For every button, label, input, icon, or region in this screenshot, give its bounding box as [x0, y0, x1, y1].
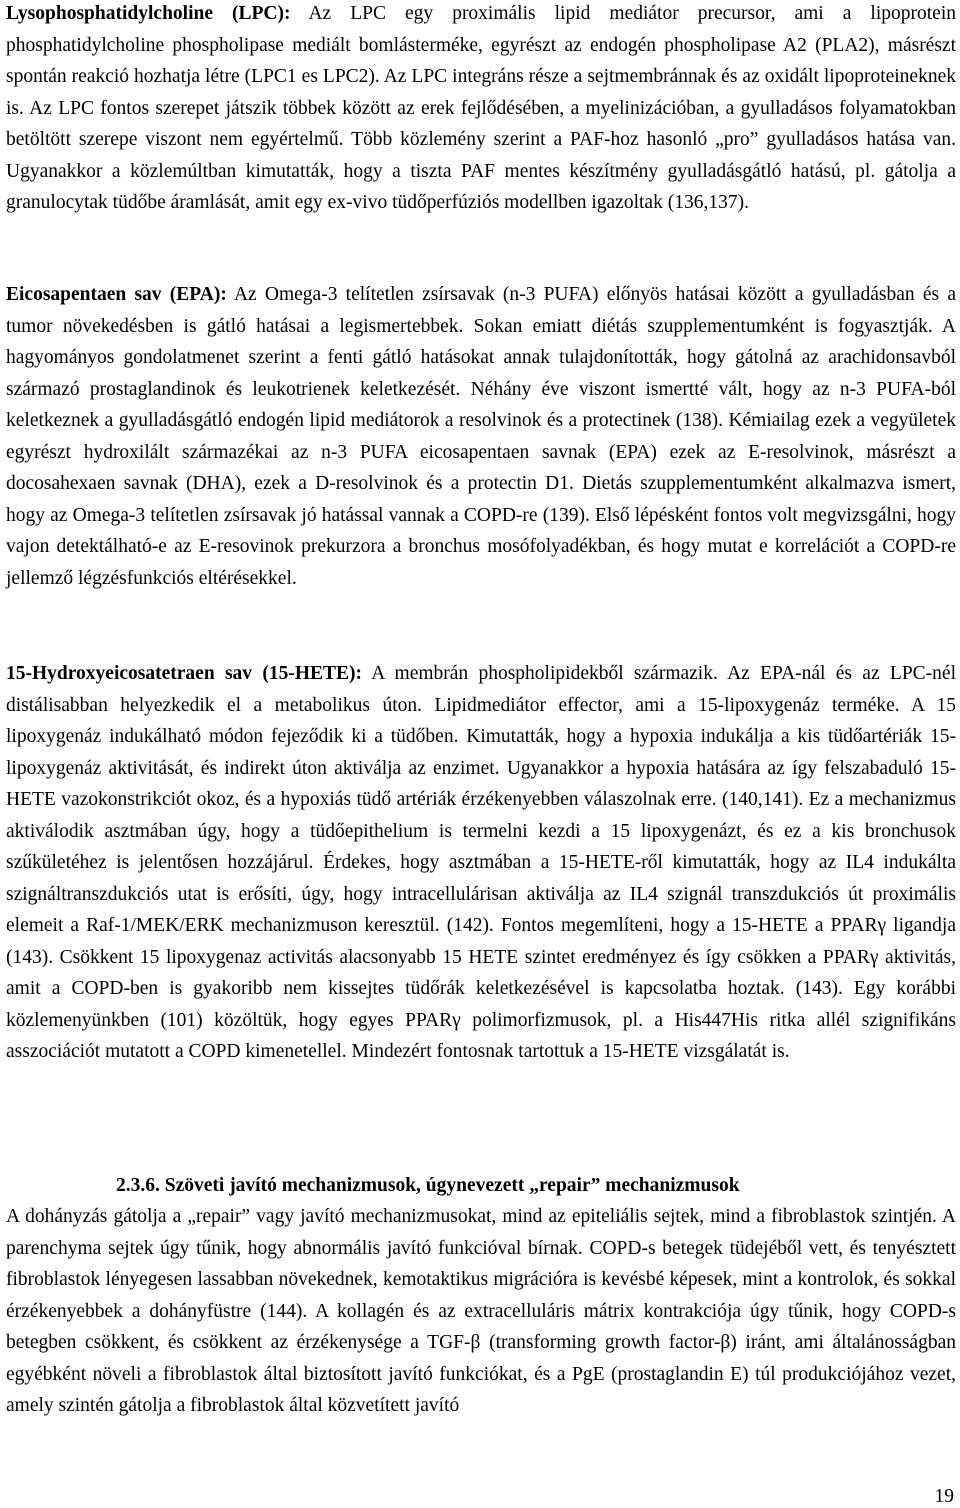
paragraph-lead: 15-Hydroxyeicosatetraen sav (15-HETE): [6, 663, 363, 684]
paragraph-lpc [6, 0, 956, 219]
paragraph-epa [6, 279, 956, 594]
page-number: 19 [934, 1486, 954, 1507]
paragraph-lead: Eicosapentaen sav (EPA): [6, 284, 227, 305]
paragraph-lead: Lysophosphatidylcholine (LPC): [6, 3, 291, 24]
section-paragraph: A dohányzás gátolja a „repair” vagy javító mechanizmusokat, mind az epiteliális sejtek, mind a fibroblastok szintjén. A parenchyma sejtek úgy tűnik, hogy abnormális javító funkcióval bírnak. COPD-s betegek tüdejéből vett, és tenyésztett fibroblastok lényegesen lassabban növekednek, kemotaktikus migrációra is kevésbé képesek, mint a kontrolok, és sokkal érzékenyebbek a dohányfüstre (144). A kollagén és az extracelluláris mátrix kontrakciója úgy tűnik, hogy COPD-s betegben csökkent, és csökkent az érzékenysége a TGF-β (transforming growth factor-β) iránt, ami általánosságban egyébként növeli a fibroblastok által biztosított javító funkciókat, és a PgE (prostaglandin E) túl produkciójához vezet, amely szintén gátolja a fibroblastok által közvetített javító [6, 1206, 956, 1416]
paragraph-body: A membrán phospholipidekből származik. Az EPA-nál és az LPC-nél distálisabban helyezkedik el a metabolikus úton. Lipidmediátor effector, ami a 15-lipoxygenáz terméke. A 15 lipoxygenáz indukálható módon fejeződik ki a tüdőben. Kimutatták, hogy a hypoxia indukálja a kis tüdőartériák 15-lipoxygenáz aktivitását, és indirekt úton aktiválja az enzimet. Ugyanakkor a hypoxia hatására az így felszabaduló 15-HETE vazokonstrikciót okoz, és a hypoxiás tüdő artériák érzékenyebben válaszolnak erre. (140,141). Ez a mechanizmus aktiválodik asztmában úgy, hogy a tüdőepithelium is termelni kezdi a 15 lipoxygenázt, és ez a kis bronchusok szűkületéhez is jelentősen hozzájárul. Érdekes, hogy asztmában a 15-HETE-ről kimutatták, hogy az IL4 indukálta szignáltranszdukciós utat is erősíti, úgy, hogy intracellulárisan aktiválja az IL4 szignál transzdukciós út proximális elemeit a Raf-1/MEK/ERK mechanizmuson keresztül. (142). Fontos megemlíteni, hogy a 15-HETE a PPARγ ligandja (143). Csökkent 15 lipoxygenaz activitás alacsonyabb 15 HETE szintet eredményez és így csökken a PPARγ aktivitás, amit a COPD-ben is gyakoribb nem kissejtes tüdőrák keletkezésével is kapcsolatba hoztak. (143). Egy korábbi közlemenyünkben (101) közöltük, hogy egyes PPARγ polimorfizmusok, pl. a His447His ritka allél szignifikáns asszociációt mutatott a COPD kimenetellel. Mindezért fontosnak tartottuk a 15-HETE vizsgálatát is. [6, 663, 956, 1062]
paragraph-body: Az Omega-3 telítetlen zsírsavak (n-3 PUFA) előnyös hatásai között a gyulladásban és a tumor növekedésben is gátló hatásai a legismertebbek. Sokan emiatt diétás szupplementumként is fogyasztják. A hagyományos gondolatmenet szerint a fenti gátló hatásokat annak tulajdonították, hogy gátolná az arachidonsavból származó prostaglandinok és leukotrienek keletkezését. Néhány éve viszont ismertté vált, hogy az n-3 PUFA-ból keletkeznek a gyulladásgátló endogén lipid mediátorok a resolvinok és a protectinek (138). Kémiailag ezek a vegyületek egyrészt hydroxilált származékai az n-3 PUFA eicosapentaen savnak (EPA) ezek az E-resolvinok, másrészt a docosahexaen savnak (DHA), ezek a D-resolvinok és a protectin D1. Dietás szupplementumként alkalmazva ismert, hogy az Omega-3 telítetlen zsírsavak jó hatással vannak a COPD-re (139). Első lépésként fontos volt megvizsgálni, hogy vajon detektálható-e az E-resovinok prekurzora a bronchus mosófolyadékban, és hogy mutat e korrelációt a COPD-re jellemző légzésfunkciós eltérésekkel. [6, 284, 956, 589]
section-heading: 2.3.6. Szöveti javító mechanizmusok, úgynevezett „repair” mechanizmusok [116, 1175, 740, 1196]
paragraph-15-hete [6, 658, 956, 1068]
paragraph-body: Az LPC egy proximális lipid mediátor precursor, ami a lipoprotein phosphatidylcholine phospholipase mediált bomlásterméke, egyrészt az endogén phospholipase A2 (PLA2), másrészt spontán reakció hozhatja létre (LPC1 es LPC2). Az LPC integráns része a sejtmembránnak és az oxidált lipoproteineknek is. Az LPC fontos szerepet játszik többek között az erek fejlődésében, a myelinizációban, a gyulladásos folyamatokban betöltött szerepe viszont nem egyértelmű. Több közlemény szerint a PAF-hoz hasonló „pro” gyulladásos hatása van. Ugyanakkor a közlemúltban kimutatták, hogy a tiszta PAF mentes készítmény gyulladásgátló hatású, pl. gátolja a granulocytak tüdőbe áramlását, amit egy ex-vivo tüdőperfúziós modellben igazoltak (136,137). [6, 3, 956, 213]
